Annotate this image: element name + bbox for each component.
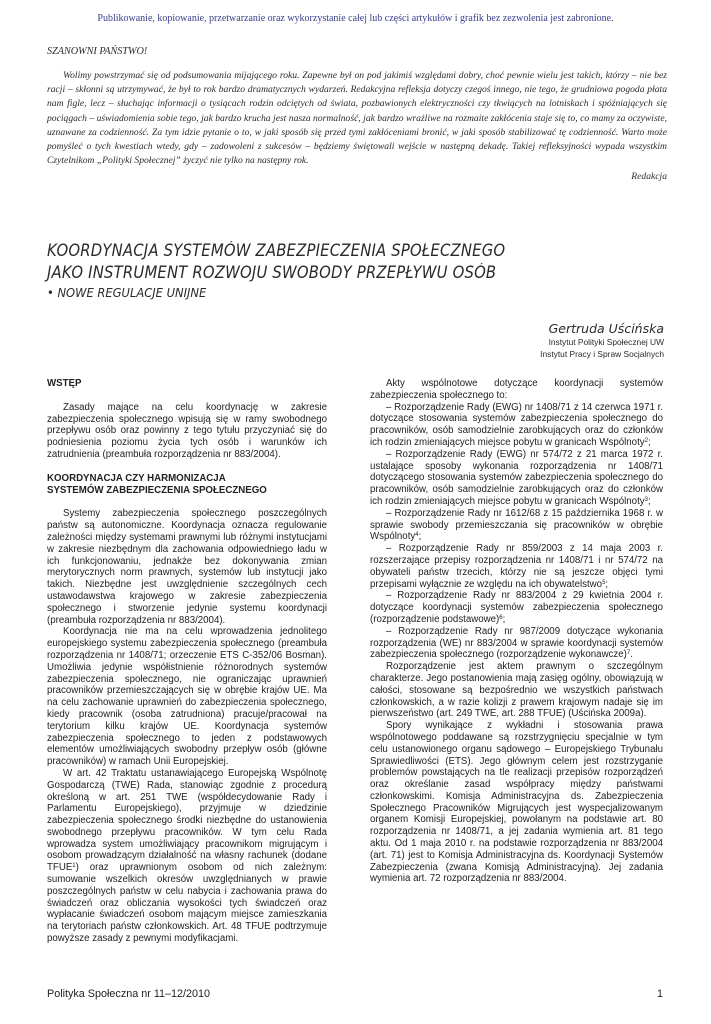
list-item <box>370 543 663 590</box>
paragraph: Zasady mające na celu koordynację w zakresie zabezpieczenia społecznego wpisują się w ramy swobodnego przepływu osób oraz powinny z tego tytułu przyczyniać się do podniesienia poziomu życia tych osób i warunków ich zatrudnienia (preambuła rozporządzenia nr 883/2004). <box>47 401 327 460</box>
footnote-ref: 1 <box>72 863 76 870</box>
footnote-ref: 4 <box>415 532 419 539</box>
paragraph-text: W art. 42 Traktatu ustanawiającego Europejską Wspólnotę Gospodarczą (TWE) Rada, stanowiąc zgodnie z procedurą określoną w art. 251 TWE (współdecydowanie Rady i Parlamentu Europejskiego), przyjmuje w dziedzinie zabezpieczenia społecznego środki niezbędne do ustanowienia swobodnego przepływu pracowników. W tym celu Rada wprowadza system umożliwiający pracownikom migrującym i osobom prowadzącym działalność na własny rachunek (dodane TFUE <box>47 767 327 874</box>
paragraph: Spory wynikające z wykładni i stosowania prawa wspólnotowego poddawane są rozstrzygnięciu specjalnie w tym celu ustanowionego organu sądowego – Europejskiego Trybunału Sprawiedliwości (ETS). Jego głównym celem jest rozstrzyganie problemów powstających na tle realizacji przepisów rozporządzeń oraz określanie zasad współpracy między państwami członkowskimi. Komisja Administracyjna ds. Zabezpieczenia Społecznego Pracowników Migrujących jest wyspecjalizowanym organem Komisji Europejskiej, powołanym na podstawie art. 80 rozporządzenia nr 1408/71, a jej zadania wymienia art. 81 tego aktu. Od 1 maja 2010 r. na podstawie rozporządzenia nr 883/2004 (art. 71) jest to Komisja Administracyjna ds. Koordynacji Systemów Zabezpieczenia (zwana Komisją Administracyjną). Jej zadania wymienia art. 72 rozporządzenia nr 883/2004. <box>370 720 663 885</box>
list-item-end: ; <box>647 495 651 507</box>
editorial-signature: Redakcja <box>631 171 667 183</box>
paragraph: Akty wspólnotowe dotyczące koordynacji systemów zabezpieczenia społecznego to: <box>370 378 663 401</box>
title-line-2: JAKO INSTRUMENT ROZWOJU SWOBODY PRZEPŁYWU OSÓB <box>47 263 497 282</box>
article-subtitle: • NOWE REGULACJE UNIJNE <box>47 285 207 300</box>
paragraph <box>47 768 327 945</box>
title-line-1: KOORDYNACJA SYSTEMÓW ZABEZPIECZENIA SPOŁECZNEGO <box>47 241 506 260</box>
list-item-text: – Rozporządzenie Rady (EWG) nr 1408/71 z 14 czerwca 1971 r. dotyczące stosowania systemów zabezpieczenia społecznego do pracowników, osób samodzielnie zarobkujących oraz do członków ich rodzin zmieniających miejsce pobytu w granicach Wspólnoty <box>370 401 663 448</box>
list-item <box>370 402 663 449</box>
list-item <box>370 508 663 543</box>
section-heading-line: SYSTEMÓW ZABEZPIECZENIA SPOŁECZNEGO <box>47 484 267 496</box>
editorial-note <box>47 44 667 185</box>
list-item-end: ; <box>605 578 609 590</box>
editorial-text: Wolimy powstrzymać się od podsumowania mijającego roku. Zapewne był on pod jakimiś względami dobry, choć pewnie wielu jest takich, którzy – nie bez racji – skłonni są utrzymywać, że był to rok bardzo dramatycznych wydarzeń. Redakcyjna refleksja dotyczy czegoś innego, nie tego, że grudniowa pogoda płata nam figle, lecz – słuchając informacji o tysiącach rodzin odciętych od świata, pozbawionych elektryczności czy tkwiących na lotniskach i spóźniających się pociągach – uświadomienia sobie tego, jak bardzo krucha jest nasza normalność, jak bardzo wrażliwe na rozmaite zakłócenia staje się to, co mamy za oczywiste, uznawane za codzienność. Za tym idzie pytanie o to, w jaki sposób się przed tymi zakłóceniami bronić, w jaki sposób stabilizować tę codzienność. Warto może pomyśleć o tych kwestiach wtedy, gdy – zadowoleni z sukcesów – będziemy świętowali wejście w następną dekadę. Takiej refleksyjności wypada wszystkim Czytelnikom „Polityki Społecznej” życzyć nie tylko na następny rok. <box>47 70 667 167</box>
list-item <box>370 449 663 508</box>
copyright-notice: Publikowanie, kopiowanie, przetwarzanie oraz wykorzystanie całej lub części artykułów i grafik bez zezwolenia jest zabronione. <box>97 13 614 24</box>
section-heading: WSTĘP <box>47 378 82 389</box>
author-block <box>364 321 664 360</box>
list-item-text: – Rozporządzenie Rady nr 883/2004 z 29 kwietnia 2004 r. dotyczące koordynacji systemów zabezpieczenia społecznego (rozporządzenie podstawowe) <box>370 590 663 625</box>
list-item-text: – Rozporządzenie Rady nr 859/2003 z 14 maja 2003 r. rozszerzające przepisy rozporządzenia nr 1408/71 i nr 574/72 na obywateli państw trzecich, którzy nie są jeszcze objęci tymi przepisami wyłącznie ze względu na ich obywatelstwo <box>370 543 663 590</box>
left-column <box>47 378 327 945</box>
list-item-text: – Rozporządzenie Rady (EWG) nr 574/72 z 21 marca 1972 r. ustalające sposoby wykonania rozporządzenia nr 1408/71 dotyczącego stosowania systemów zabezpieczenia społecznego do pracowników, osób samodzielnie zarobkujących oraz do członków ich rodzin zmieniających miejsce pobytu w granicach Wspólnoty <box>370 448 663 507</box>
page-number: 1 <box>656 988 663 1000</box>
footnote-ref: 6 <box>499 614 503 621</box>
list-item-text: – Rozporządzenie Rady nr 987/2009 dotyczące wykonania rozporządzenia (WE) nr 883/2004 w sprawie koordynacji systemów zabezpieczenia społecznego (rozporządzenie wykonawcze) <box>370 625 663 661</box>
author-affiliation: Instytut Pracy i Spraw Socjalnych <box>540 348 664 359</box>
paragraph-text: ) oraz uprawnionym osobom od nich zależnym: sumowanie wszelkich okresów uwzględnianych w prawie poszczególnych państw w celu nabycia i zachowania prawa do świadczeń oraz obliczania wysokości tych świadczeń oraz wypłacanie świadczeń osobom mającym miejsce zamieszkania na terytoriach państw członkowskich. Art. 48 TFUE podtrzymuje powyższe zasady z pewnymi modyfikacjami. <box>47 862 327 945</box>
paragraph: Rozporządzenie jest aktem prawnym o szczególnym charakterze. Jego postanowienia mają zasięg ogólny, obowiązują w całości, stosowane są bezpośrednio we wszystkich państwach członkowskich, a w razie kolizji z prawem krajowym nadaje się im pierwszeństwo (art. 249 TWE, art. 288 TFUE) (Uścińska 2009a). <box>370 661 663 720</box>
journal-footer: Polityka Społeczna nr 11–12/2010 <box>47 988 211 1000</box>
list-item-end: ; <box>647 436 651 448</box>
right-column <box>370 378 663 885</box>
list-item <box>370 590 663 625</box>
section-heading-line: KOORDYNACJA CZY HARMONIZACJA <box>47 472 226 484</box>
author-affiliation: Instytut Polityki Społecznej UW <box>548 337 664 347</box>
footnote-ref: 3 <box>644 496 648 503</box>
article-title <box>47 240 667 302</box>
section-heading <box>47 473 327 497</box>
list-item-end: . <box>630 649 633 661</box>
list-item-text: – Rozporządzenie Rady nr 1612/68 z 15 października 1968 r. w sprawie swobody przemieszczania się pracowników w obrębie Wspólnoty <box>370 507 663 543</box>
footnote-ref: 2 <box>644 437 648 444</box>
list-item-end: ; <box>502 613 506 625</box>
list-item-end: ; <box>418 531 422 543</box>
paragraph: Systemy zabezpieczenia społecznego poszczególnych państw są autonomiczne. Koordynacja oznacza regulowanie zależności między systemami prawnymi lub różnymi instytucjami w zakresie niezbędnym dla zachowania odpowiedniego ładu w ich funkcjonowaniu, jednakże bez dokonywania zmian merytorycznych norm prawnych, systemów lub instytucji jako takich. Niezbędne jest uwzględnienie szczególnych cech ustawodawstwa krajowego w zakresie zabezpieczenia społecznego i stworzenie jedynie systemu koordynacji (preambuła rozporządzenia nr 883/2004). <box>47 508 327 626</box>
footnote-ref: 7 <box>626 650 631 657</box>
paragraph: Koordynacja nie ma na celu wprowadzenia jednolitego europejskiego systemu zabezpieczenia społecznego (preambuła rozporządzenia nr 1408/71; orzeczenie ETS C-352/06 Bosman). Umożliwia jedynie współistnienie różnorodnych systemów zabezpieczenia społecznego, nie ograniczając uprawnień pracowników przemieszczających się w obrębie krajów UE. Ma na celu zachowanie uprawnień do zabezpieczenia społecznego, kiedy pracownik (osoba zatrudniona) pracuje/pracował na terytorium kilku krajów UE. Koordynacja systemów zabezpieczenia społecznego to jeden z podstawowych elementów umożliwiających swobodny przepływ osób (główne pracowników) w ramach Unii Europejskiej. <box>47 626 327 768</box>
list-item <box>370 626 663 661</box>
author-name: Gertruda Uścińska <box>548 321 664 336</box>
footnote-ref: 5 <box>602 579 606 586</box>
editorial-greeting: SZANOWNI PAŃSTWO! <box>47 46 148 57</box>
